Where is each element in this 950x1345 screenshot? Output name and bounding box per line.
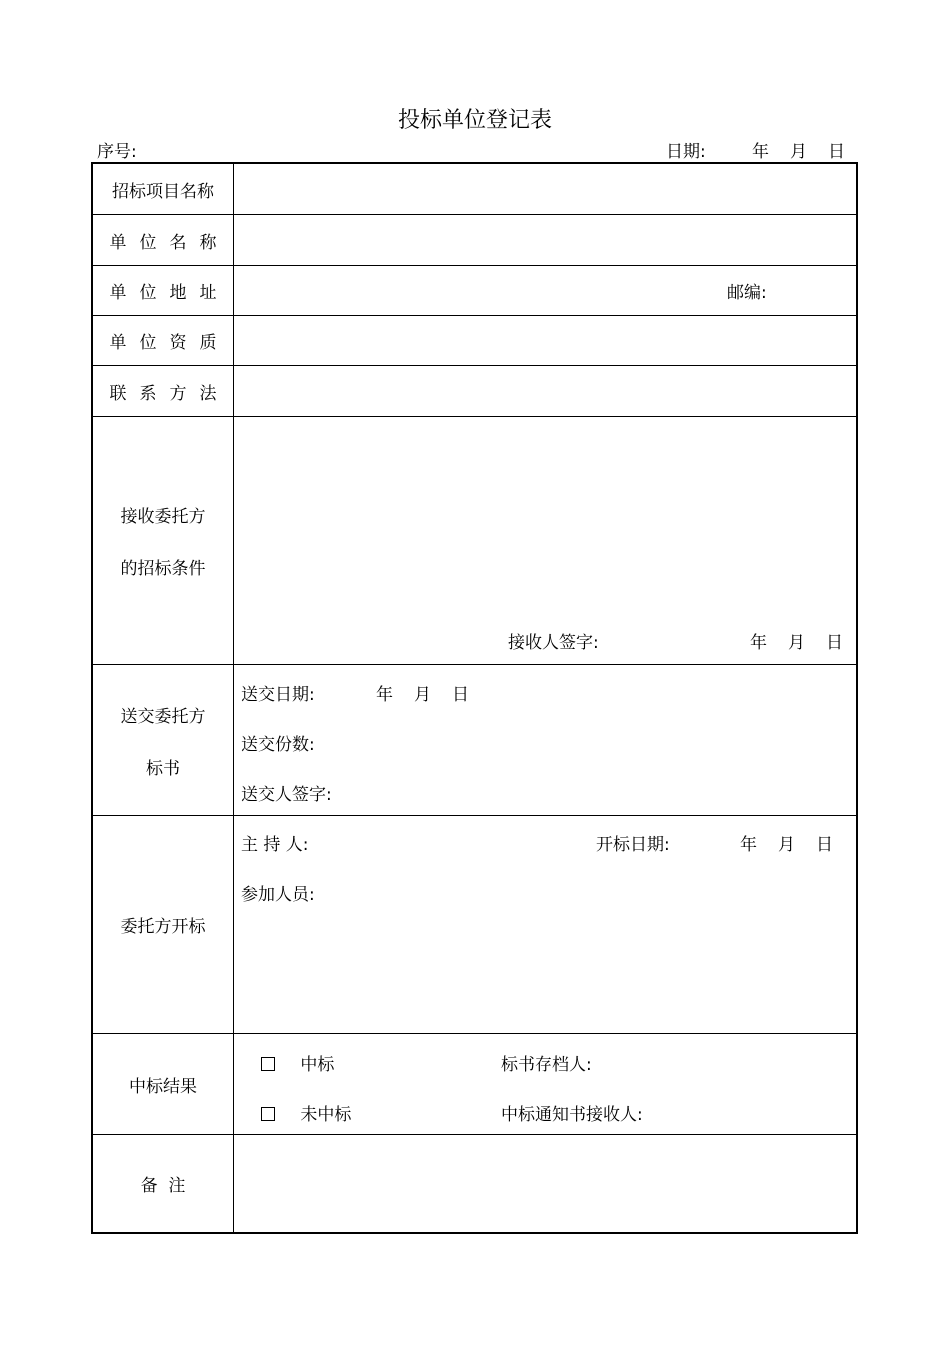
lost-checkbox[interactable]: [261, 1107, 275, 1121]
date-label: 日期:: [666, 142, 706, 162]
lost-option-label: 未中标: [300, 1105, 352, 1125]
submit-date-month: 月: [414, 685, 431, 705]
unit-name-field[interactable]: [234, 215, 856, 265]
result-label: [93, 1034, 233, 1134]
date-year-label: 年: [752, 142, 769, 162]
result-label-text: 中标结果: [129, 1076, 197, 1097]
opening-date-day: 日: [816, 835, 833, 855]
submitter-sign-label: 送交人签字:: [241, 785, 332, 805]
unit-address-label: [93, 266, 233, 315]
notice-receiver-label: 中标通知书接收人:: [501, 1105, 643, 1125]
registration-form-table: [91, 162, 858, 1234]
lost-option[interactable]: [261, 1100, 351, 1125]
submit-date-year: 年: [376, 685, 393, 705]
won-checkbox[interactable]: [261, 1057, 275, 1071]
unit-qualification-label: [93, 316, 233, 365]
unit-qualification-label-text: 单位资质: [109, 333, 230, 353]
won-option[interactable]: [261, 1050, 334, 1075]
archiver-label: 标书存档人:: [501, 1055, 592, 1075]
remarks-field[interactable]: [234, 1135, 856, 1232]
submit-label-line-2: 标书: [146, 758, 180, 779]
project-name-field[interactable]: [234, 164, 856, 214]
contact-field[interactable]: [234, 366, 856, 416]
page-title: 投标单位登记表: [397, 108, 552, 133]
unit-name-label-text: 单位名称: [109, 232, 230, 253]
project-name-label: [93, 164, 233, 214]
conditions-label: [93, 417, 233, 664]
project-name-label-text: 招标项目名称: [112, 181, 214, 202]
won-option-label: 中标: [300, 1055, 335, 1075]
receiver-sign-year: 年: [750, 633, 767, 653]
unit-address-label-text: 单位地址: [109, 283, 230, 303]
submit-label: [93, 665, 233, 815]
opening-date-year: 年: [740, 835, 757, 855]
opening-date-month: 月: [778, 835, 795, 855]
postcode-label: 邮编:: [727, 283, 767, 303]
contact-label: [93, 366, 233, 416]
submit-date-day: 日: [452, 685, 469, 705]
remarks-label: [93, 1135, 233, 1232]
conditions-label-line-1: 接收委托方: [120, 507, 206, 527]
host-label: 主 持 人:: [241, 835, 309, 855]
submit-date-label: 送交日期:: [241, 685, 315, 705]
serial-label: 序号:: [97, 142, 137, 162]
conditions-label-line-2: 的招标条件: [120, 559, 206, 579]
opening-date-label: 开标日期:: [596, 835, 670, 855]
submit-label-line-1: 送交委托方: [120, 706, 206, 727]
participants-label: 参加人员:: [241, 885, 315, 905]
remarks-label-text: 备 注: [140, 1176, 186, 1196]
unit-address-field[interactable]: [234, 266, 714, 315]
date-month-label: 月: [790, 142, 807, 162]
receiver-sign-month: 月: [788, 633, 805, 653]
conditions-field[interactable]: [234, 417, 856, 617]
contact-label-text: 联系方法: [109, 383, 230, 404]
unit-name-label: [93, 215, 233, 265]
receiver-sign-label: 接收人签字:: [508, 633, 599, 653]
receiver-sign-day: 日: [826, 633, 843, 653]
unit-qualification-field[interactable]: [234, 316, 856, 365]
opening-label-text: 委托方开标: [120, 917, 206, 937]
date-day-label: 日: [828, 142, 845, 162]
submit-copies-label: 送交份数:: [241, 735, 315, 755]
opening-label: [93, 816, 233, 1033]
